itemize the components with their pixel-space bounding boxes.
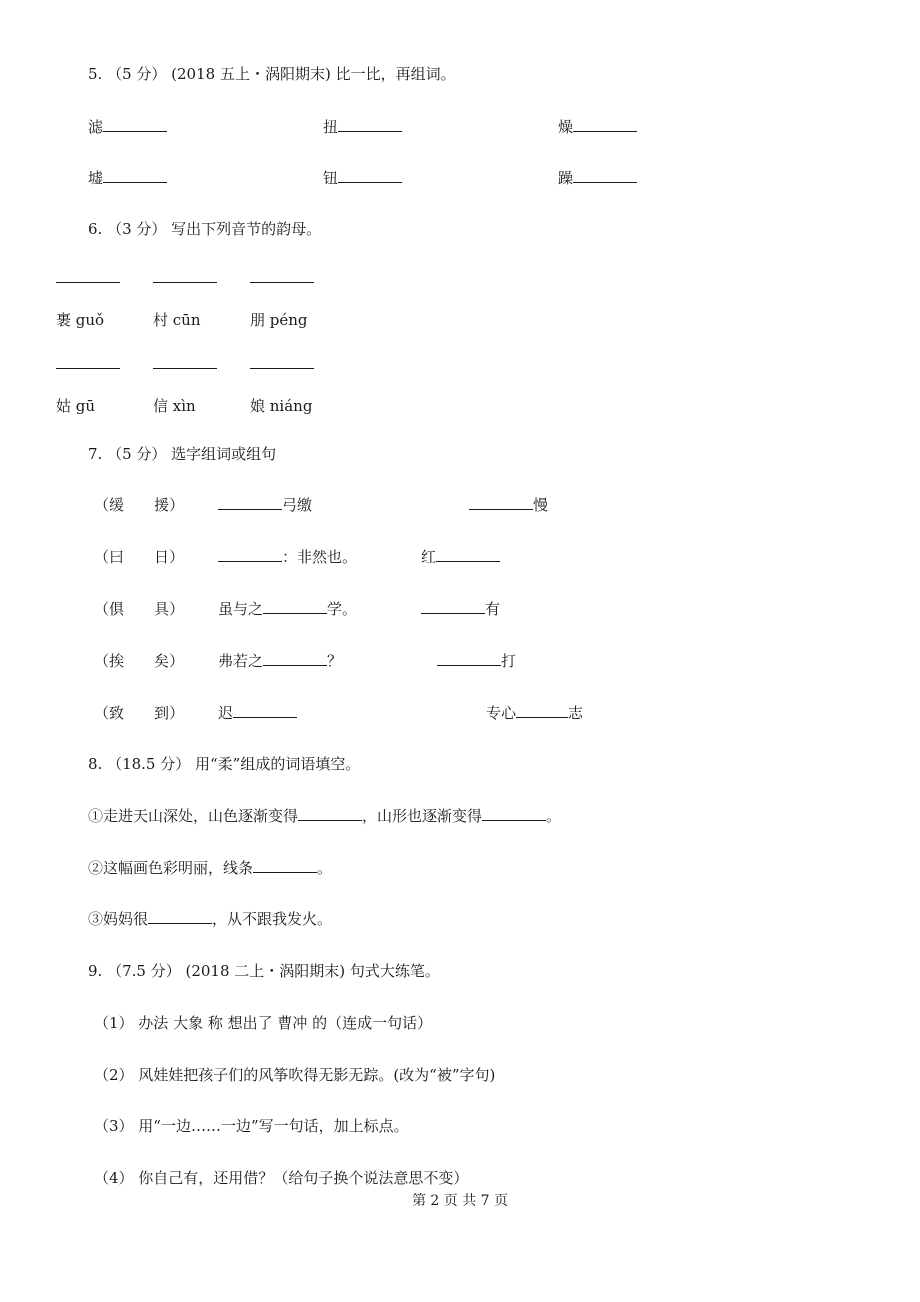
answer-blank[interactable] [469,495,533,510]
q9-item: （3） 用“一边……一边”写一句话，加上标点。 [94,1117,409,1135]
q5-item: 钮 [323,168,402,188]
q8-sentence-3: ③妈妈很 ，从不跟我发火。 [88,910,333,928]
char-pair: （俱 具） [94,600,185,618]
q7-left-fill: 弗若之 ？ [218,652,343,670]
q7-heading: 7. （5 分） 选字组词或组句 [88,445,277,463]
char-pair: （致 到） [94,704,185,722]
q5-heading: 5. （5 分） (2018 五上・涡阳期末) 比一比，再组词。 [88,65,456,83]
syllable-label: 村 cūn [153,311,201,329]
q9-item: （1） 办法 大象 称 想出了 曹冲 的（连成一句话） [94,1014,433,1032]
answer-blank[interactable] [436,547,500,562]
answer-blank[interactable] [338,117,402,132]
char-pair: （曰 日） [94,548,185,566]
char-pair: （挨 矣） [94,652,185,670]
answer-blank-row [250,268,314,288]
answer-blank[interactable] [153,354,217,369]
answer-blank[interactable] [298,806,362,821]
syllable-label: 裹 guǒ [56,311,105,329]
q7-right-fill: 有 [421,599,500,619]
page-footer: 第 2 页 共 7 页 [411,1193,509,1209]
answer-blank[interactable] [103,168,167,183]
syllable-label: 姑 gū [56,397,96,415]
answer-blank[interactable] [233,703,297,718]
syllable-label: 朋 péng [250,311,308,329]
answer-blank[interactable] [153,268,217,283]
q7-right-fill: 打 [437,651,516,671]
q9-item: （2） 风娃娃把孩子们的风筝吹得无影无踪。(改为“被”字句) [94,1066,496,1084]
q7-right-fill: 红 [421,547,500,567]
answer-blank[interactable] [218,495,282,510]
answer-blank[interactable] [338,168,402,183]
answer-blank-row [153,354,217,374]
answer-blank[interactable] [253,858,317,873]
syllable-label: 信 xìn [153,397,196,415]
char-pair: （缓 援） [94,496,185,514]
q5-item: 扭 [323,117,402,137]
q7-right-fill: 专心 志 [486,704,584,722]
q7-right-fill: 慢 [469,495,548,515]
answer-blank[interactable] [573,117,637,132]
answer-blank-row [56,268,120,288]
answer-blank[interactable] [218,547,282,562]
q8-heading: 8. （18.5 分） 用“柔”组成的词语填空。 [88,755,361,773]
answer-blank[interactable] [263,599,327,614]
answer-blank[interactable] [56,354,120,369]
answer-blank[interactable] [263,651,327,666]
answer-blank-row [250,354,314,374]
q9-heading: 9. （7.5 分） (2018 二上・涡阳期末) 句式大练笔。 [88,962,440,980]
answer-blank[interactable] [103,117,167,132]
syllable-label: 娘 niáng [250,397,313,415]
answer-blank-row [153,268,217,288]
answer-blank[interactable] [148,909,212,924]
q7-left-fill: 迟 [218,703,297,723]
answer-blank[interactable] [482,806,546,821]
q7-left-fill: 虽与之 学。 [218,600,358,618]
answer-blank[interactable] [56,268,120,283]
q5-item: 躁 [558,168,637,188]
answer-blank-row [56,354,120,374]
q9-item: （4） 你自己有，还用借？（给句子换个说法意思不变） [94,1169,469,1187]
q5-item: 滤 [88,117,167,137]
answer-blank[interactable] [573,168,637,183]
answer-blank[interactable] [250,268,314,283]
q8-sentence-1: ①走进天山深处，山色逐渐变得 ，山形也逐渐变得 。 [88,807,562,825]
q7-left-fill: ：非然也。 [218,547,357,567]
q8-sentence-2: ②这幅画色彩明丽，线条 。 [88,859,333,877]
q6-heading: 6. （3 分） 写出下列音节的韵母。 [88,220,322,238]
answer-blank[interactable] [421,599,485,614]
q5-item: 燥 [558,117,637,137]
q7-left-fill: 弓缴 [218,495,312,515]
q5-item: 墟 [88,168,167,188]
answer-blank[interactable] [437,651,501,666]
answer-blank[interactable] [250,354,314,369]
answer-blank[interactable] [516,703,568,718]
